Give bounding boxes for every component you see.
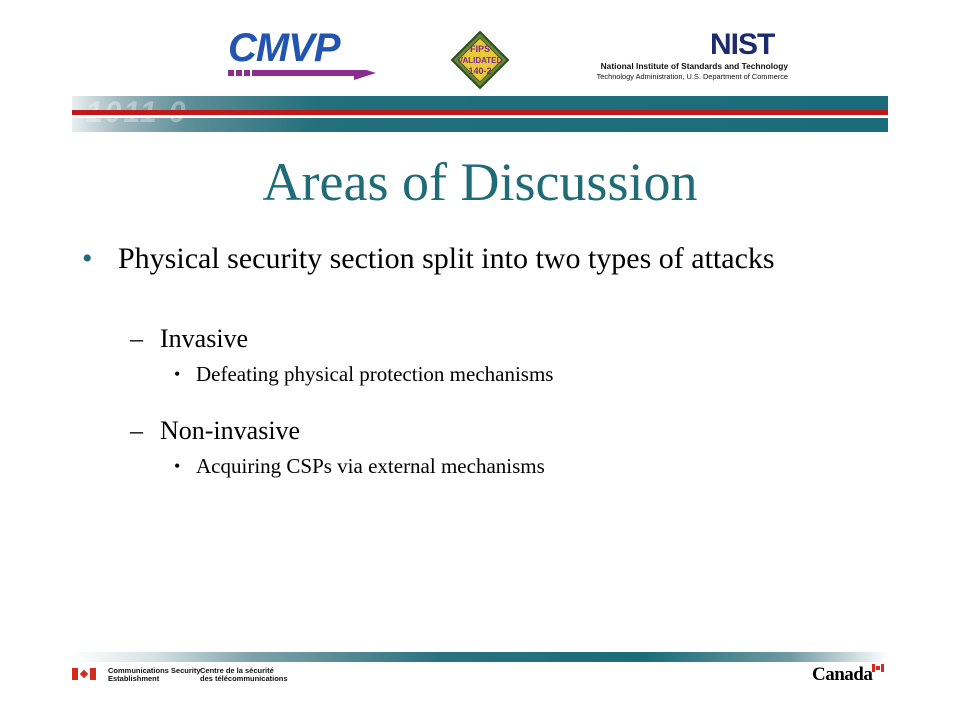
canada-flag-icon <box>72 668 96 680</box>
fips-validated-badge <box>448 30 512 90</box>
bullet-level3-invasive <box>170 362 830 386</box>
dash-icon: – <box>130 324 143 353</box>
cse-fr-line2: des télécommunications <box>200 674 288 683</box>
cse-en-line1: Communications Security <box>108 666 201 675</box>
bullet-level2-text: Non-invasive <box>160 416 301 445</box>
canada-wordmark-flag-icon <box>872 664 884 672</box>
nist-department-line: Technology Administration, U.S. Department of Commerce <box>596 72 788 81</box>
fips-badge-line1: FIPS <box>469 44 491 54</box>
nist-name-line: National Institute of Standards and Technology <box>600 61 788 71</box>
footer-band <box>72 652 888 662</box>
canada-wordmark: Canada <box>812 664 873 685</box>
cmvp-logo <box>226 26 378 88</box>
fips-badge-line2: VALIDATED <box>457 56 503 65</box>
bullet-level1-text: Physical security section split into two types of attacks <box>118 242 775 275</box>
nist-logo <box>560 30 788 84</box>
bullet-dot-icon: • <box>174 456 181 476</box>
bullet-level1 <box>82 242 830 276</box>
cmvp-logo-text: CMVP <box>228 26 340 70</box>
dash-icon: – <box>130 416 143 445</box>
nist-logo-text: NIST <box>710 28 775 61</box>
slide-body <box>82 242 830 478</box>
bullet-dot-icon: • <box>174 364 181 384</box>
bullet-level2-text: Invasive <box>160 324 249 353</box>
bullet-dot-icon: • <box>82 242 93 275</box>
header-band <box>72 96 888 132</box>
cse-french-name <box>200 667 288 683</box>
bullet-level3-text: Acquiring CSPs via external mechanisms <box>196 454 545 478</box>
slide-title: Areas of Discussion <box>262 152 698 212</box>
bullet-level3-noninvasive <box>170 454 830 478</box>
cse-en-line2: Establishment <box>108 674 160 683</box>
bullet-level3-text: Defeating physical protection mechanisms <box>196 362 554 386</box>
bullet-level2-invasive <box>130 324 830 354</box>
cse-english-name <box>108 667 201 683</box>
bullet-level2-noninvasive <box>130 416 830 446</box>
cse-fr-line1: Centre de la sécurité <box>200 666 274 675</box>
fips-badge-line3: 140-2 <box>468 66 492 76</box>
